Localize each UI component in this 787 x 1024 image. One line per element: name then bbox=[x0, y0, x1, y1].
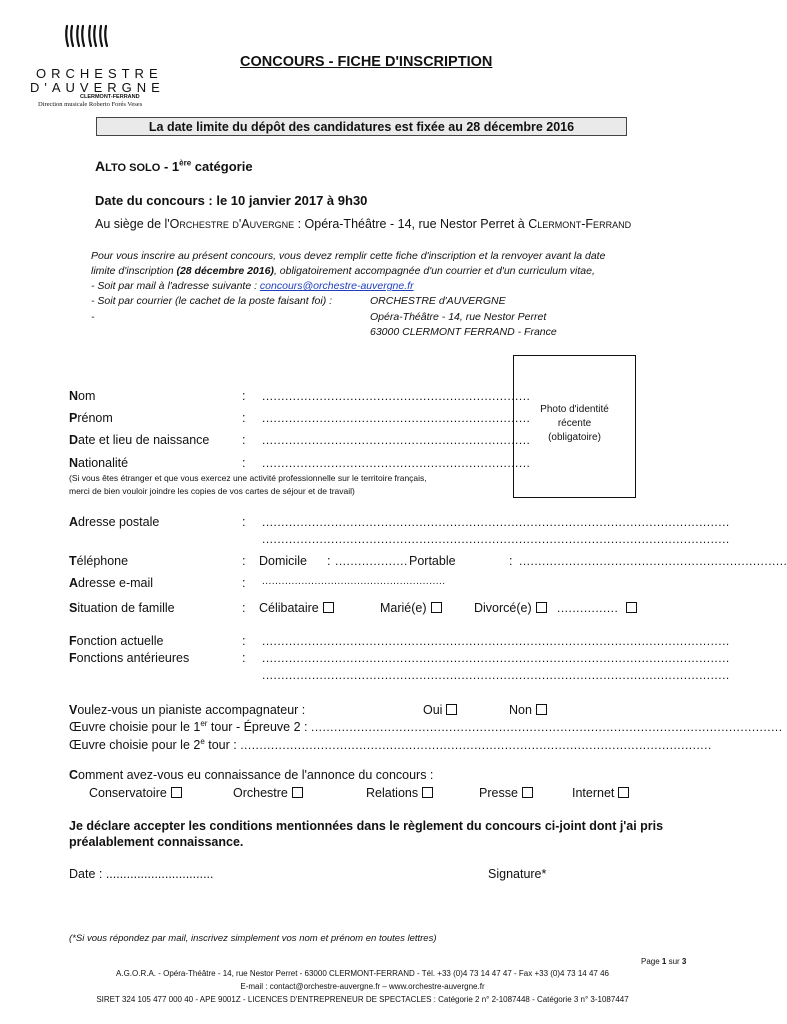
deadline-text: La date limite du dépôt des candidatures est fixée au 28 décembre 2016 bbox=[148, 120, 575, 134]
nationalite-field[interactable]: ...................................................................... bbox=[262, 456, 531, 470]
prenom-field[interactable]: ...................................................................... bbox=[262, 411, 531, 425]
instr-2a: limite d'inscription bbox=[91, 265, 177, 277]
colon: : bbox=[242, 411, 246, 425]
page-total: 3 bbox=[681, 957, 687, 966]
source-question: Comment avez-vous eu connaissance de l'annonce du concours : bbox=[69, 768, 434, 782]
footnote: (*Si vous répondez par mail, inscrivez simplement vos nom et prénom en toutes lettres) bbox=[69, 933, 437, 944]
source-relations-label: Relations bbox=[366, 786, 419, 800]
divorce-label: Divorcé(e) bbox=[474, 601, 532, 615]
source-internet-label: Internet bbox=[572, 786, 615, 800]
declaration-line1: Je déclare accepter les conditions mentionnées dans le règlement du concours ci-joint dont j'ai pris bbox=[69, 819, 664, 833]
deadline-banner bbox=[96, 117, 627, 136]
source-orchestre-label: Orchestre bbox=[233, 786, 288, 800]
photo-line3: (obligatoire) bbox=[548, 432, 601, 443]
checkbox-celibataire[interactable] bbox=[323, 602, 334, 613]
venue-line bbox=[95, 217, 631, 231]
checkbox-divorce[interactable] bbox=[536, 602, 547, 613]
colon: : bbox=[242, 456, 246, 470]
colon: : bbox=[242, 554, 246, 568]
domicile-field[interactable]: ................... bbox=[335, 554, 408, 568]
logo-line2: D'AUVERGNE bbox=[30, 80, 165, 95]
checkbox-internet[interactable] bbox=[618, 787, 629, 798]
label-situation: Situation de famille bbox=[69, 601, 175, 615]
label-telephone: Téléphone bbox=[69, 554, 129, 568]
celibataire-label: Célibataire bbox=[259, 601, 319, 615]
work2-field: ........................................................................................................................... bbox=[240, 738, 712, 753]
page-title: CONCOURS - FICHE D'INSCRIPTION bbox=[240, 54, 493, 70]
pianist-question: Voulez-vous un pianiste accompagnateur : bbox=[69, 703, 306, 717]
naissance-field[interactable]: ...................................................................... bbox=[262, 433, 531, 447]
pianist-no-label: Non bbox=[509, 703, 532, 717]
checkbox-orchestre[interactable] bbox=[292, 787, 303, 798]
instructions-line1: Pour vous inscrire au présent concours, vous devez remplir cette fiche d'inscription et la renvoyer avant la date bbox=[91, 250, 606, 262]
colon: : bbox=[242, 576, 246, 590]
checkbox-marie[interactable] bbox=[431, 602, 442, 613]
photo-line1: Photo d'identité bbox=[540, 404, 609, 415]
position-category: catégorie bbox=[191, 159, 253, 174]
adresse-field-2[interactable]: .......................................................................................................................... bbox=[262, 532, 730, 546]
venue-rest: : Opéra-Théâtre - 14, rue Nestor Perret à bbox=[294, 217, 529, 231]
label-portable: Portable bbox=[409, 554, 456, 568]
instr-2b: (28 décembre 2016) bbox=[176, 265, 274, 277]
logo-mark-icon bbox=[64, 22, 112, 50]
position-rank-sup: ère bbox=[179, 158, 192, 168]
address-line2: Opéra-Théâtre - 14, rue Nestor Perret bbox=[370, 311, 547, 323]
fonctions-ant-field-1[interactable]: .......................................................................................................................... bbox=[262, 651, 730, 665]
label-nationalite: Nationalité bbox=[69, 456, 129, 470]
work2-pre: Œuvre choisie pour le 2 bbox=[69, 738, 201, 753]
label-nom: Nom bbox=[69, 389, 96, 403]
marie-label: Marié(e) bbox=[380, 601, 427, 615]
instructions-post: - Soit par courrier (le cachet de la poste faisant foi) : bbox=[91, 295, 333, 307]
label-fonctions-ant: Fonctions antérieures bbox=[69, 651, 190, 665]
checkbox-presse[interactable] bbox=[522, 787, 533, 798]
colon: : bbox=[242, 389, 246, 403]
logo-director: Direction musicale Roberto Forés Veses bbox=[38, 101, 143, 108]
adresse-field-1[interactable]: .......................................................................................................................... bbox=[262, 515, 730, 529]
label-naissance: Date et lieu de naissance bbox=[69, 433, 210, 447]
option-divorce[interactable] bbox=[474, 601, 547, 615]
signature-label: Signature* bbox=[488, 867, 547, 881]
page-mid: sur bbox=[666, 957, 682, 966]
venue-city: Clermont-Ferrand bbox=[528, 217, 632, 231]
photo-box bbox=[513, 355, 636, 498]
logo-city: CLERMONT-FERRAND bbox=[80, 94, 140, 100]
option-other[interactable] bbox=[557, 601, 637, 615]
work2-post: tour : bbox=[204, 738, 241, 753]
fonction-field[interactable]: .......................................................................................................................... bbox=[262, 634, 730, 648]
checkbox-conservatoire[interactable] bbox=[171, 787, 182, 798]
venue-prefix: Au siège de l' bbox=[95, 217, 170, 231]
checkbox-relations[interactable] bbox=[422, 787, 433, 798]
address-line1: ORCHESTRE d'AUVERGNE bbox=[370, 295, 506, 307]
checkbox-pianist-yes[interactable] bbox=[446, 704, 457, 715]
label-email: Adresse e-mail bbox=[69, 576, 154, 590]
source-internet[interactable] bbox=[572, 786, 629, 800]
address-line3: 63000 CLERMONT FERRAND - France bbox=[370, 326, 557, 338]
source-conservatoire[interactable] bbox=[89, 786, 182, 800]
footer-line3: SIRET 324 105 477 000 40 - APE 9001Z - LICENCES D'ENTREPRENEUR DE SPECTACLES : Catégorie 2 n° 2-1087448 - Catégorie 3 n° 3-1087447 bbox=[96, 995, 629, 1004]
page-number bbox=[641, 957, 686, 966]
instructions-mail bbox=[91, 280, 414, 292]
date-field[interactable]: Date : ............................... bbox=[69, 867, 214, 881]
venue-org: Orchestre d'Auvergne bbox=[169, 217, 295, 231]
position-rank: 1 bbox=[171, 159, 180, 174]
label-adresse: Adresse postale bbox=[69, 515, 160, 529]
work-round1[interactable] bbox=[69, 719, 783, 735]
colon: : bbox=[242, 433, 246, 447]
logo-line1: ORCHESTRE bbox=[36, 66, 163, 81]
colon: : bbox=[327, 554, 331, 568]
checkbox-pianist-no[interactable] bbox=[536, 704, 547, 715]
work1-sup: er bbox=[200, 719, 208, 728]
position-name-rest: LTO SOLO bbox=[105, 162, 161, 174]
label-prenom: Prénom bbox=[69, 411, 113, 425]
source-presse-label: Presse bbox=[479, 786, 518, 800]
checkbox-other[interactable] bbox=[626, 602, 637, 613]
source-orchestre[interactable] bbox=[233, 786, 303, 800]
other-situation-field: ................ bbox=[557, 601, 619, 615]
email-field[interactable]: ........................................................ bbox=[262, 576, 446, 587]
instructions-line2 bbox=[91, 265, 595, 277]
option-celibataire[interactable] bbox=[259, 601, 334, 615]
work1-post: tour - Épreuve 2 : bbox=[207, 720, 311, 735]
colon: : bbox=[242, 651, 246, 665]
colon: : bbox=[242, 601, 246, 615]
pianist-yes[interactable] bbox=[423, 703, 457, 717]
instr-2c: , obligatoirement accompagnée d'un courrier et d'un curriculum vitae, bbox=[273, 265, 595, 277]
instr-mail-prefix: - Soit par mail à l'adresse suivante : bbox=[91, 280, 260, 292]
work1-pre: Œuvre choisie pour le 1 bbox=[69, 720, 201, 735]
footer-line2: E-mail : contact@orchestre-auvergne.fr – www.orchestre-auvergne.fr bbox=[240, 982, 485, 991]
source-relations[interactable] bbox=[366, 786, 433, 800]
page-pre: Page bbox=[641, 957, 662, 966]
position-name-initial: A bbox=[95, 158, 106, 174]
contest-date: Date du concours : le 10 janvier 2017 à 9h30 bbox=[95, 193, 368, 208]
declaration-line2: préalablement connaissance. bbox=[69, 835, 244, 849]
position-heading: ALTO SOLO - 1ère catégorie bbox=[95, 158, 253, 174]
label-domicile: Domicile bbox=[259, 554, 307, 568]
foreign-note-2: merci de bien vouloir joindre les copies de vos cartes de séjour et de travail) bbox=[69, 486, 355, 496]
source-presse[interactable] bbox=[479, 786, 533, 800]
contest-email-link[interactable]: concours@orchestre-auvergne.fr bbox=[259, 280, 414, 292]
nom-field[interactable]: ...................................................................... bbox=[262, 389, 531, 403]
work2-sup: e bbox=[200, 737, 205, 746]
portable-field[interactable]: ...................................................................... bbox=[519, 554, 787, 568]
pianist-no[interactable] bbox=[509, 703, 547, 717]
colon: : bbox=[242, 515, 246, 529]
pianist-yes-label: Oui bbox=[423, 703, 443, 717]
footer-line1: A.G.O.R.A. - Opéra-Théâtre - 14, rue Nestor Perret - 63000 CLERMONT-FERRAND - Tél. +33 (0)4 73 14 47 47 - Fax +33 (0)4 73 14 47 46 bbox=[116, 969, 609, 978]
colon: : bbox=[242, 634, 246, 648]
label-fonction: Fonction actuelle bbox=[69, 634, 164, 648]
photo-line2: récente bbox=[557, 418, 592, 429]
source-conservatoire-label: Conservatoire bbox=[89, 786, 167, 800]
work1-field: ........................................................................................................................... bbox=[310, 720, 783, 735]
colon: : bbox=[509, 554, 513, 568]
foreign-note-1: (Si vous êtes étranger et que vous exercez une activité professionnelle sur le territoire français, bbox=[69, 473, 427, 483]
instructions-dash: - bbox=[91, 311, 95, 323]
work-round2[interactable] bbox=[69, 737, 712, 753]
option-marie[interactable] bbox=[380, 601, 442, 615]
fonctions-ant-field-2[interactable]: .......................................................................................................................... bbox=[262, 668, 730, 682]
page-num: 1 bbox=[661, 957, 667, 966]
